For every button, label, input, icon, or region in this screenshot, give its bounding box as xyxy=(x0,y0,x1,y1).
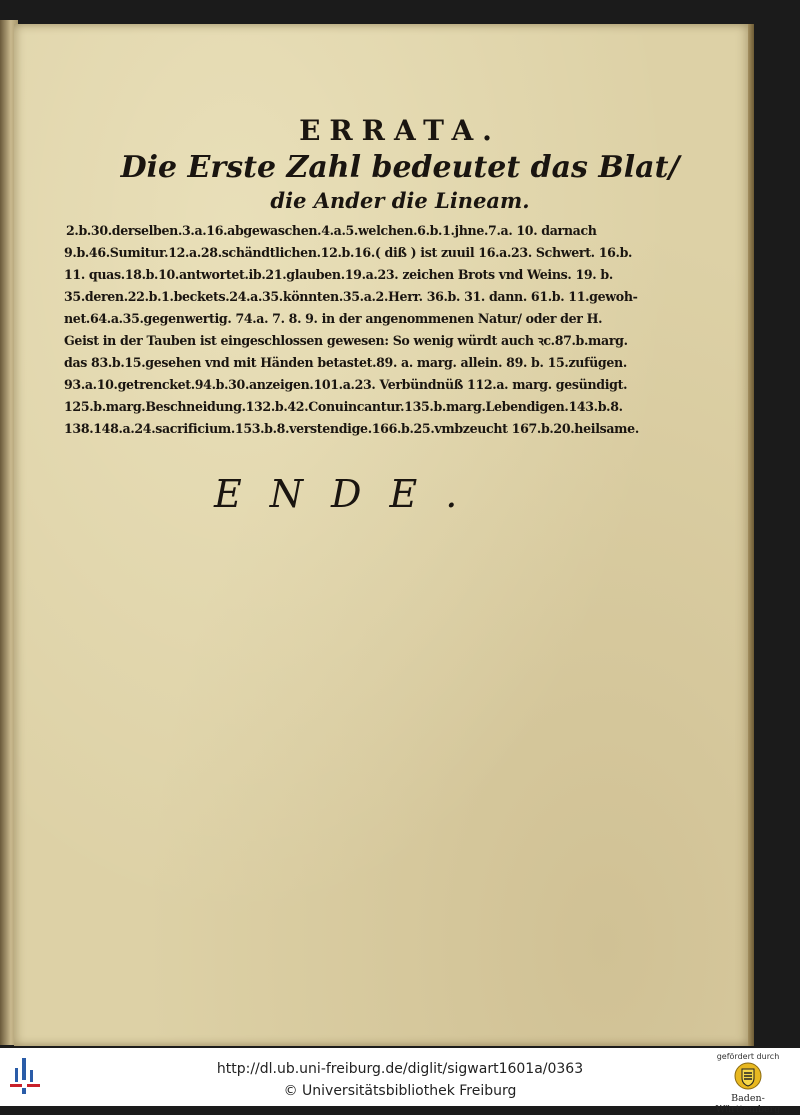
baden-wuerttemberg-crest-icon xyxy=(734,1062,762,1090)
errata-line: 35.deren.22.b.1.beckets.24.a.35.könnten.35.a.2.Herr. 36.b. 31. dann. 61.b. 11.gewoh- xyxy=(64,289,638,304)
errata-line: Geist in der Tauben ist eingeschlossen gewesen: So wenig würdt auch ꝛc.87.b.marg. xyxy=(64,333,628,348)
errata-line: 11. quas.18.b.10.antwortet.ib.21.glauben.19.a.23. zeichen Brots vnd Weins. 19. b. xyxy=(64,267,613,282)
sponsor-label: gefördert durch xyxy=(716,1052,780,1061)
errata-heading: Die Erste Zahl bedeutet das Blat/ xyxy=(120,150,680,185)
errata-line: 138.148.a.24.sacrificium.153.b.8.verstendige.166.b.25.vmbzeucht 167.b.20.heilsame. xyxy=(64,421,639,436)
errata-line: 9.b.46.Sumitur.12.a.28.schändtlichen.12.b.16.( diß ) ist zuuil 16.a.23. Schwert. 16.b. xyxy=(64,245,633,260)
errata-line: 125.b.marg.Beschneidung.132.b.42.Conuincantur.135.b.marg.Lebendigen.143.b.8. xyxy=(64,399,623,414)
document-url-link[interactable]: http://dl.ub.uni-freiburg.de/diglit/sigwart1601a/0363 xyxy=(216,1061,584,1077)
sponsor-name: Baden-Württemberg xyxy=(715,1093,781,1115)
errata-line: net.64.a.35.gegenwertig. 74.a. 7. 8. 9. in der angenommenen Natur/ oder der H. xyxy=(64,311,603,326)
errata-title: ERRATA. xyxy=(299,114,501,147)
errata-line: 93.a.10.getrencket.94.b.30.anzeigen.101.a.23. Verbündnüß 112.a. marg. gesündigt. xyxy=(64,377,628,392)
errata-line: das 83.b.15.gesehen vnd mit Händen betastet.89. a. marg. allein. 89. b. 15.zufügen. xyxy=(64,355,627,370)
copyright-notice: © Universitätsbibliothek Freiburg xyxy=(283,1083,517,1099)
errata-line: 2.b.30.derselben.3.a.16.abgewaschen.4.a.5.welchen.6.b.1.jhne.7.a. 10. darnach xyxy=(66,223,597,238)
errata-list xyxy=(64,220,639,440)
closing-ende: ENDE. xyxy=(214,472,486,516)
errata-subheading: die Ander die Lineam. xyxy=(270,188,530,213)
